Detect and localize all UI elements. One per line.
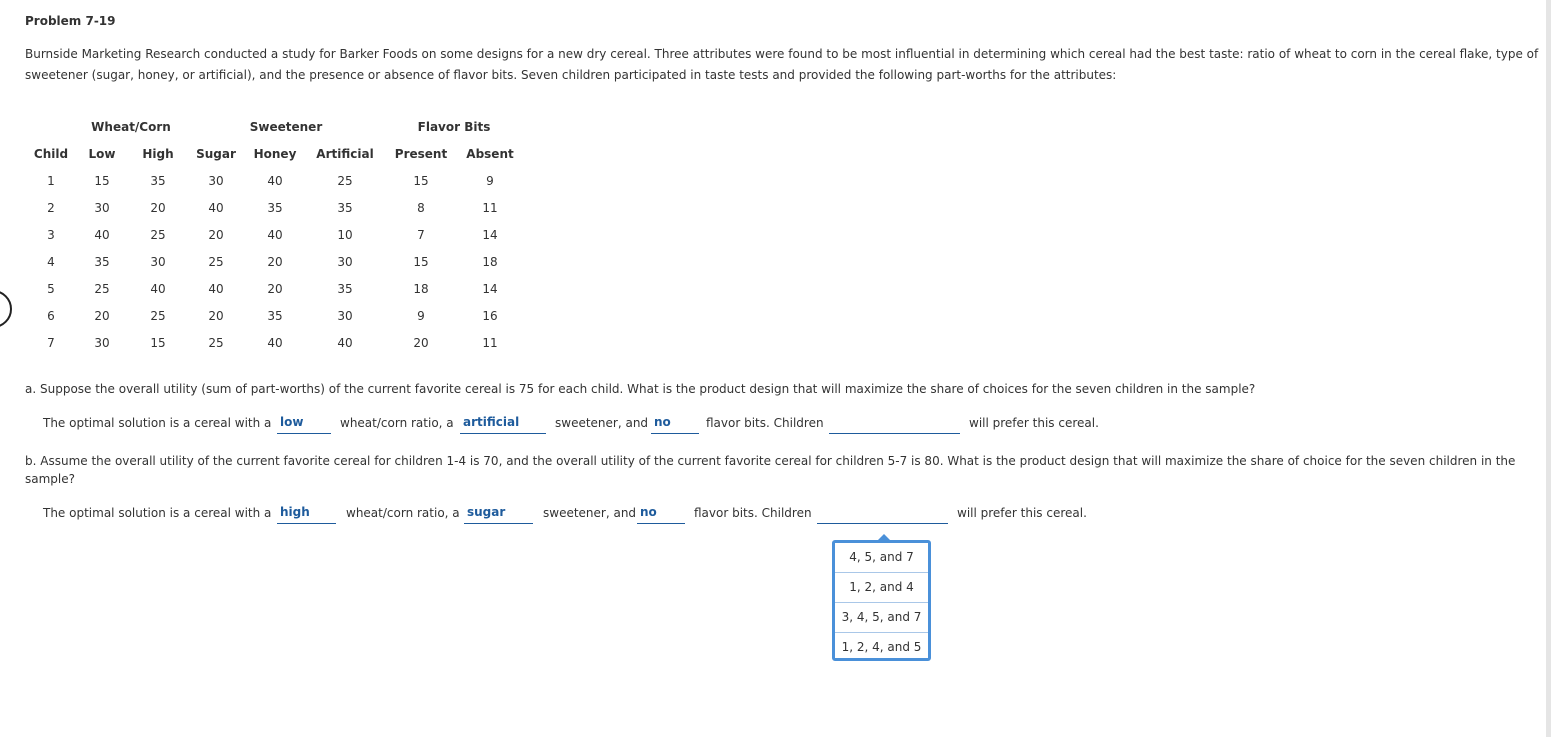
dropdown-caret-icon <box>878 534 890 540</box>
answer-text: flavor bits. Children <box>694 506 812 520</box>
part-worth-cell: 20 <box>267 255 283 269</box>
column-header: Low <box>88 147 116 161</box>
child-number-cell: 3 <box>47 228 55 242</box>
part-worth-cell: 35 <box>267 309 283 323</box>
part-worth-cell: 35 <box>267 201 283 215</box>
column-header: Sugar <box>196 147 236 161</box>
part-worth-cell: 15 <box>413 255 429 269</box>
part-worth-cell: 15 <box>413 174 429 188</box>
answer-text: will prefer this cereal. <box>969 416 1099 430</box>
part-worth-cell: 40 <box>267 336 283 350</box>
part-worth-cell: 30 <box>337 255 353 269</box>
wheat-corn-select-a[interactable]: low <box>277 415 331 434</box>
part-worth-cell: 35 <box>337 201 353 215</box>
answer-text: sweetener, and <box>543 506 637 520</box>
children-select-b[interactable] <box>817 505 948 524</box>
answer-text: will prefer this cereal. <box>957 506 1087 520</box>
group-header-sweetener: Sweetener <box>249 120 323 134</box>
part-worth-cell: 20 <box>208 228 224 242</box>
part-worth-cell: 30 <box>337 309 353 323</box>
part-worth-cell: 35 <box>94 255 110 269</box>
group-header-wheat-corn: Wheat/Corn <box>91 120 171 134</box>
part-worth-cell: 40 <box>208 201 224 215</box>
column-header: High <box>142 147 174 161</box>
part-worth-cell: 20 <box>413 336 429 350</box>
part-worth-cell: 40 <box>337 336 353 350</box>
part-worth-cell: 40 <box>208 282 224 296</box>
part-worth-cell: 8 <box>417 201 425 215</box>
part-worth-cell: 18 <box>482 255 498 269</box>
problem-intro: Burnside Marketing Research conducted a study for Barker Foods on some designs for a new dry cereal. Three attributes were found to be most influential in determining which cereal had the best taste: ratio of wheat to corn in the cereal flake, type of sweetener (sugar, honey, or artificial), and the presence or absence of flavor bits. Seven children participated in taste tests and provided the following part-worths for the attributes: <box>25 47 1539 82</box>
part-worth-cell: 20 <box>150 201 166 215</box>
part-worth-cell: 30 <box>150 255 166 269</box>
right-border <box>1546 0 1551 737</box>
part-worth-cell: 35 <box>337 282 353 296</box>
column-header: Honey <box>253 147 297 161</box>
part-worth-cell: 40 <box>94 228 110 242</box>
dropdown-option[interactable]: 3, 4, 5, and 7 <box>835 603 928 633</box>
part-worth-cell: 25 <box>150 309 166 323</box>
group-header-flavor-bits: Flavor Bits <box>417 120 491 134</box>
answer-text: wheat/corn ratio, a <box>340 416 454 430</box>
child-number-cell: 5 <box>47 282 55 296</box>
part-worth-cell: 20 <box>94 309 110 323</box>
answer-text: flavor bits. Children <box>706 416 824 430</box>
part-worth-cell: 30 <box>94 201 110 215</box>
part-worth-cell: 7 <box>417 228 425 242</box>
question-b <box>25 452 1535 488</box>
children-dropdown-menu <box>832 540 931 661</box>
part-worth-cell: 25 <box>208 336 224 350</box>
part-worth-cell: 11 <box>482 201 498 215</box>
part-worth-cell: 20 <box>208 309 224 323</box>
child-number-cell: 4 <box>47 255 55 269</box>
column-header: Present <box>394 147 448 161</box>
part-worth-cell: 18 <box>413 282 429 296</box>
part-worth-cell: 15 <box>150 336 166 350</box>
answer-text: The optimal solution is a cereal with a <box>43 506 272 520</box>
column-header: Artificial <box>316 147 374 161</box>
part-worth-cell: 30 <box>208 174 224 188</box>
part-worth-cell: 25 <box>94 282 110 296</box>
dropdown-option[interactable]: 1, 2, 4, and 5 <box>841 640 922 654</box>
flavor-bits-select-a[interactable]: no <box>651 415 699 434</box>
part-worth-cell: 20 <box>267 282 283 296</box>
part-worth-cell: 25 <box>150 228 166 242</box>
answer-text: sweetener, and <box>555 416 649 430</box>
sweetener-select-a[interactable]: artificial <box>460 415 546 434</box>
partial-circle-icon <box>0 290 12 328</box>
part-worth-cell: 25 <box>208 255 224 269</box>
part-worth-cell: 9 <box>486 174 494 188</box>
question-b-text: b. Assume the overall utility of the current favorite cereal for children 1-4 is 70, and the overall utility of the current favorite cereal for children 5-7 is 80. What is the product design that will maximize the share of choice for the seven children in the sample? <box>25 454 1516 486</box>
part-worth-cell: 30 <box>94 336 110 350</box>
answer-text: The optimal solution is a cereal with a <box>43 416 272 430</box>
part-worth-cell: 14 <box>482 282 498 296</box>
problem-title: Problem 7-19 <box>25 14 116 28</box>
part-worth-cell: 11 <box>482 336 498 350</box>
sweetener-select-b[interactable]: sugar <box>464 505 533 524</box>
part-worth-cell: 40 <box>267 228 283 242</box>
dropdown-option[interactable]: 1, 2, and 4 <box>835 573 928 603</box>
part-worth-cell: 14 <box>482 228 498 242</box>
column-header: Absent <box>466 147 514 161</box>
part-worth-cell: 10 <box>337 228 353 242</box>
children-select-a[interactable] <box>829 415 960 434</box>
column-header: Child <box>33 147 69 161</box>
answer-text: wheat/corn ratio, a <box>346 506 460 520</box>
child-number-cell: 7 <box>47 336 55 350</box>
part-worth-cell: 35 <box>150 174 166 188</box>
wheat-corn-select-b[interactable]: high <box>277 505 336 524</box>
question-a: a. Suppose the overall utility (sum of part-worths) of the current favorite cereal is 75 for each child. What is the product design that will maximize the share of choices for the seven children in the sample? <box>25 382 1256 396</box>
part-worth-cell: 15 <box>94 174 110 188</box>
dropdown-option[interactable]: 4, 5, and 7 <box>835 543 928 573</box>
child-number-cell: 6 <box>47 309 55 323</box>
child-number-cell: 1 <box>47 174 55 188</box>
part-worth-cell: 40 <box>150 282 166 296</box>
child-number-cell: 2 <box>47 201 55 215</box>
part-worth-cell: 9 <box>417 309 425 323</box>
flavor-bits-select-b[interactable]: no <box>637 505 685 524</box>
part-worth-cell: 16 <box>482 309 498 323</box>
part-worth-cell: 40 <box>267 174 283 188</box>
part-worth-cell: 25 <box>337 174 353 188</box>
